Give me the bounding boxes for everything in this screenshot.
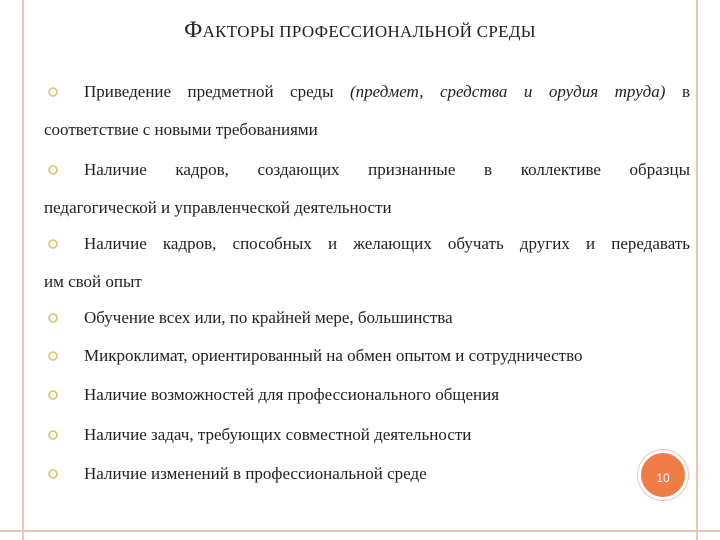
page-number-badge: 10 xyxy=(638,450,688,500)
circle-bullet-icon xyxy=(48,313,58,323)
item-text: Наличие изменений в профессиональной среде xyxy=(84,464,427,483)
list-item xyxy=(46,464,690,484)
circle-bullet-icon xyxy=(48,239,58,249)
title-first-letter: Ф xyxy=(184,17,203,42)
item-text: Микроклимат, ориентированный на обмен опытом и сотрудничество xyxy=(84,346,583,365)
item-text: Наличие возможностей для профессионального общения xyxy=(84,385,500,404)
list-item xyxy=(46,425,690,445)
circle-bullet-icon xyxy=(48,469,58,479)
frame-left-line xyxy=(22,0,24,540)
list-item xyxy=(46,385,690,405)
circle-bullet-icon xyxy=(48,87,58,97)
item-text: Наличие задач, требующих совместной деятельности xyxy=(84,425,472,444)
item-text: Обучение всех или, по крайней мере, большинства xyxy=(84,308,453,327)
item-text: Наличие кадров, способных и желающих обучать других и передавать xyxy=(84,234,690,253)
list-item xyxy=(46,82,690,140)
item-text-continuation: педагогической и управленческой деятельности xyxy=(44,198,392,217)
item-text: Наличие кадров, создающих признанные в коллективе образцы xyxy=(84,160,690,179)
slide-title xyxy=(0,17,720,43)
title-rest: АКТОРЫ ПРОФЕССИОНАЛЬНОЙ СРЕДЫ xyxy=(202,22,536,41)
circle-bullet-icon xyxy=(48,390,58,400)
frame-right-line xyxy=(696,0,698,540)
list-item xyxy=(46,308,690,328)
circle-bullet-icon xyxy=(48,165,58,175)
item-text: Приведение предметной среды xyxy=(84,82,350,101)
item-text-end: в xyxy=(665,82,690,101)
list-item xyxy=(46,346,690,366)
circle-bullet-icon xyxy=(48,430,58,440)
item-text-continuation: им свой опыт xyxy=(44,272,142,291)
list-item xyxy=(46,160,690,218)
item-italic-text: (предмет, средства и орудия труда) xyxy=(350,82,666,101)
list-item xyxy=(46,234,690,292)
frame-bottom-line xyxy=(0,530,720,532)
circle-bullet-icon xyxy=(48,351,58,361)
item-text-continuation: соответствие с новыми требованиями xyxy=(44,120,318,139)
